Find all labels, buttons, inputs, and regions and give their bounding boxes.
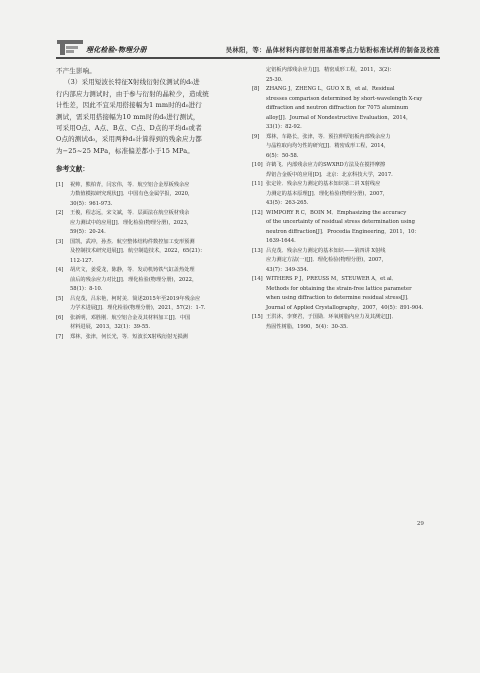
running-title: 吴林阳，等：晶体材料内部衍射用基准零点力钻粉标准试样的制备及校准 [225, 47, 440, 54]
reference-number: [13] [252, 247, 263, 254]
ref-line: 应力测试中的应用[J]．理化检验(物理分册)，2023， [70, 219, 192, 226]
reference-text [266, 161, 440, 180]
reference-item [252, 209, 440, 247]
ref-line: 张定铨．残余应力测定的基本知识第二讲 X射线应 [266, 181, 381, 187]
reference-text [266, 209, 440, 247]
reference-item [252, 313, 440, 332]
body-line: O点的测试d₀，采用两种d₀计算得到的残余应力都 [56, 135, 202, 144]
ref-line: 吕克茂．残余应力测定的基本知识——第四讲 X射线 [266, 247, 386, 254]
reference-number: [11] [252, 181, 263, 187]
reference-item [252, 85, 440, 133]
body-line: （3）采用短波长特征X射线衍射仪测试的d₀进 [64, 78, 200, 87]
ref-line: 应力测定方法(一)[J]．理化检验(物理分册)，2007， [266, 257, 387, 263]
ref-line: 定铝板内部残余应力[J]．精密成形工程，2011，3(2)： [266, 67, 395, 73]
ref-line: 58(1)：8-10. [70, 286, 103, 293]
ref-line: 热固性树脂，1990，5(4)：30-35. [266, 323, 348, 330]
ref-line: Journal of Applied Crystallography，2007，40(5)：891-904. [266, 304, 424, 311]
body-line: 为−25~25 MPa，标准偏差都小于15 MPa。 [56, 146, 194, 155]
ref-line: of the uncertainty of residual stress determination using [266, 219, 415, 225]
reference-number: [1] [56, 181, 64, 188]
body-line: 不产生影响。 [56, 67, 96, 75]
reference-continuation [252, 66, 440, 85]
body-line: 可采用O点、A点、B点、C点、D点的平均d₀或者 [56, 124, 202, 133]
reference-text [70, 266, 240, 295]
ref-line: 6(5)：50-58. [266, 152, 299, 159]
ref-line: 43(7)：349-354. [266, 266, 309, 273]
reference-text [70, 314, 240, 333]
ref-line: stresses comparison determined by short-wavelength X-ray [266, 95, 423, 102]
header-rule [56, 57, 440, 59]
paragraph-1 [56, 66, 240, 77]
ref-line: 59(5)：20-24. [70, 229, 106, 236]
reference-list [252, 85, 440, 332]
ref-line: 吕克茂，吕东艳，柯时美．简述2015年至2019年残余应 [70, 295, 201, 302]
reference-item [56, 266, 240, 295]
reference-number: [15] [252, 314, 263, 320]
reference-number: [2] [56, 210, 64, 217]
ref-line: 33(1)：82-92. [266, 124, 302, 130]
ref-line: 张新明，邓胜刚．航空铝合金及其材料加工[J]．中国 [70, 314, 191, 321]
ref-line: 郑林，张津，何长光，等．短波长X射线衍射无损测 [70, 333, 188, 340]
ref-line: alloy[J]．Journal of Nondestructive Evaluation，2014， [266, 114, 412, 121]
reference-text [70, 238, 240, 267]
reference-text [70, 295, 240, 314]
ref-line: WITHERS P J，PREUSS M，STEUWER A，et al． [266, 276, 397, 282]
ref-line: 与晶粒取向均匀性的研究[J]．精密成形工程，2014， [266, 143, 390, 149]
ref-line: 30(5)：961-973. [70, 200, 113, 207]
paragraph-2 [56, 77, 240, 157]
ref-line: 25-30. [266, 76, 283, 83]
reference-number: [7] [56, 333, 64, 340]
body-line: 测试，需采用搭接幅为10 mm时的d₀进行测试， [56, 112, 200, 121]
reference-text [266, 180, 440, 209]
reference-number: [5] [56, 295, 64, 302]
reference-number: [12] [252, 209, 263, 216]
body-line: 行内部应力测试时，由于参与衍射的晶粒少，造成统 [56, 89, 209, 98]
reference-text [266, 247, 440, 276]
reference-text [266, 133, 440, 162]
ref-line: Methods for obtaining the strain-free lattice parameter [266, 285, 412, 292]
ref-line: 国凯，武冲，孙杰．航空整体结构件数控加工变形预测 [70, 238, 195, 245]
references-heading: 参考文献： [56, 165, 89, 174]
ref-line: 力学术进展[J]．理化检验(物理分册)，2021，57(2)：1-7. [70, 305, 206, 312]
reference-item [56, 295, 240, 314]
reference-number: [14] [252, 276, 263, 282]
reference-item [252, 180, 440, 209]
reference-number: [6] [56, 314, 64, 321]
reference-number: [4] [56, 267, 64, 274]
reference-number: [8] [252, 86, 260, 92]
ref-line: 许鹤飞．内部残余应力的SWXRD方法及在搅拌摩擦 [266, 162, 386, 168]
ref-line: WIMPORY R C，BOIN M．Emphasizing the accuracy [266, 209, 407, 216]
reference-item [252, 275, 440, 313]
reference-number: [9] [252, 133, 260, 140]
ref-line: 112-127. [70, 257, 94, 264]
reference-number: [3] [56, 238, 64, 245]
reference-item [56, 333, 240, 343]
ref-line: 前后的残余应力对比[J]．理化检验(物理分册)，2022， [70, 276, 198, 283]
ref-line: 43(5)：263-265. [266, 200, 309, 206]
reference-item [252, 133, 440, 162]
reference-text [266, 275, 440, 313]
ref-line: ZHANG J，ZHENG L，GUO X B，et al．Residual [266, 86, 395, 92]
reference-item [56, 314, 240, 333]
ptca-logo-icon [56, 38, 86, 58]
reference-list [56, 181, 240, 343]
reference-text [266, 85, 440, 133]
ref-line: 胡庆文，姜爱龙，陈静，等．发动机铸铁气缸盖热处理 [70, 267, 195, 274]
ref-line: 力数值模拟研究现状[J]．中国有色金属学报，2020， [70, 191, 194, 198]
page-number: 29 [416, 521, 424, 527]
ref-line: neutron diffraction[J]．Procedia Engineering，2011，10： [266, 228, 420, 235]
ref-line: 力测定的基本原理[J]．理化检验(物理分册)，2007， [266, 190, 388, 197]
reference-number: [10] [252, 162, 263, 168]
body-line: 计性差，因此不宜采用搭接幅为1 mm时的d₀进行 [56, 101, 202, 110]
ref-line: when using diffraction to determine residual stress[J]． [266, 295, 413, 301]
ref-line: 焊铝合金板中的应用[D]．北京：北京科技大学，2017. [266, 171, 393, 178]
right-column [252, 66, 440, 332]
reference-text [70, 333, 240, 343]
reference-text [266, 313, 440, 332]
ref-line: 1639-1644. [266, 238, 296, 244]
ref-line: 王俊，程志远，宋文斌，等．层面法在航空板材残余 [70, 210, 190, 217]
page-header [56, 38, 440, 60]
ref-line: 及控制技术研究进展[J]．航空制造技术，2022，65(21)： [70, 248, 206, 255]
reference-item [56, 181, 240, 210]
ref-line: 王洪沐，李赛君，于国勋．环氧树脂内应力及其测定[J]． [266, 314, 397, 320]
ref-line: 祝帅，熊柏青，闫宏伟，等．航空铝合金厚板残余应 [70, 181, 190, 188]
reference-item [252, 247, 440, 276]
ref-line: 材料进展，2013，32(1)：39-55. [70, 324, 151, 331]
left-column [56, 66, 240, 342]
reference-item [56, 209, 240, 238]
reference-item [56, 238, 240, 267]
reference-item [252, 161, 440, 180]
ref-line: 郑林，车路长，张津，等．预拉伸厚铝板内部残余应力 [266, 133, 391, 140]
ref-line: diffraction and neutron diffraction for 7075 aluminum [266, 105, 409, 111]
reference-text [70, 209, 240, 238]
journal-name: 理化检验-物理分册 [86, 46, 147, 54]
reference-text [70, 181, 240, 210]
